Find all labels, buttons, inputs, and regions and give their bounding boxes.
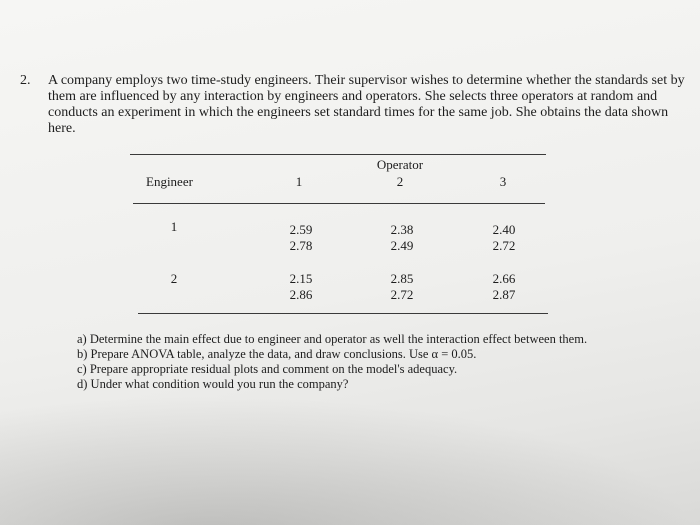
operator-header-1: 1: [295, 174, 303, 189]
engineer-label-2: 2: [170, 271, 178, 286]
question-number: 2.: [20, 73, 31, 88]
table-cell: 2.40: [492, 222, 516, 237]
question-stem: A company employs two time-study engineers. Their supervisor wishes to determine whether the standards set by them are influenced by any interaction by engineers and operators. She selects three operators at random and conducts an experiment in which the engineers set standard times for the same job. She obtains the data shown here.: [48, 73, 685, 136]
table-top-rule: [130, 154, 546, 155]
part-c: c) Prepare appropriate residual plots and comment on the model's adequacy.: [77, 362, 458, 376]
table-cell: 2.59: [289, 222, 313, 237]
part-b: b) Prepare ANOVA table, analyze the data, and draw conclusions. Use α = 0.05.: [77, 347, 477, 361]
table-header-rule: [133, 203, 545, 204]
table-cell: 2.15: [289, 271, 313, 286]
table-cell: 2.86: [289, 287, 313, 302]
table-cell: 2.38: [390, 222, 414, 237]
table-cell: 2.72: [390, 287, 414, 302]
table-cell: 2.72: [492, 238, 516, 253]
table-cell: 2.78: [289, 238, 313, 253]
part-a: a) Determine the main effect due to engineer and operator as well the interaction effect between them.: [77, 332, 588, 346]
photo-shadow: [0, 395, 700, 525]
operator-header-3: 3: [499, 174, 507, 189]
engineer-column-header: Engineer: [146, 174, 193, 189]
table-cell: 2.66: [492, 271, 516, 286]
operator-group-header: Operator: [376, 157, 424, 172]
part-d: d) Under what condition would you run the company?: [77, 377, 349, 391]
table-bottom-rule: [138, 313, 548, 314]
sub-questions: [77, 332, 587, 392]
table-cell: 2.49: [390, 238, 414, 253]
engineer-label-1: 1: [170, 219, 178, 234]
operator-header-2: 2: [396, 174, 404, 189]
table-cell: 2.85: [390, 271, 414, 286]
table-cell: 2.87: [492, 287, 516, 302]
